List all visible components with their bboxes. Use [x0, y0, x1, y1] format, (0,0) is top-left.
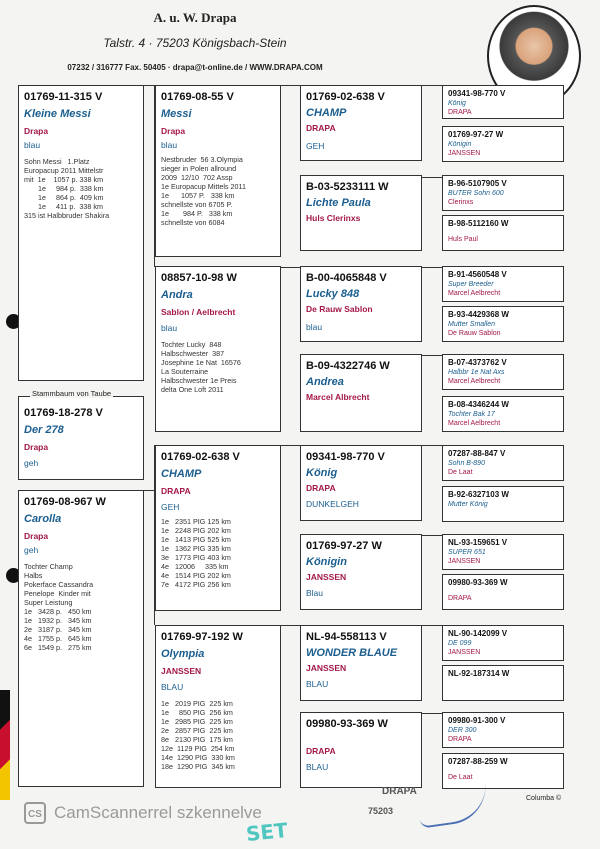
owner: JANSSEN	[306, 663, 347, 673]
owner: Huls Clerinxs	[306, 213, 361, 223]
owner: Clerinxs	[448, 199, 474, 206]
pigeon-name: Kleine Messi	[24, 108, 91, 120]
ancestor-card	[442, 445, 564, 481]
owner: JANSSEN	[448, 150, 481, 157]
great-grandparent-card	[300, 625, 422, 701]
color: BLAU	[161, 682, 184, 692]
camscanner-logo-icon: CS	[24, 802, 46, 824]
performance: Tochter Lucky 848 Halbschwester 387 Josephine 1e Nat 16576 La Souterraine Halbschwester 1e Preis delta One Loft 2011	[161, 340, 241, 394]
ring-number: NL-90-142099 V	[448, 629, 508, 638]
great-grandparent-card	[300, 712, 422, 788]
grandparent-card	[155, 85, 281, 257]
pigeon-name: DE 099	[448, 640, 472, 647]
grandparent-card	[155, 266, 281, 432]
breeder-name: A. u. W. Drapa	[153, 10, 237, 25]
ancestor-card	[442, 306, 564, 342]
color: geh	[24, 458, 39, 468]
ancestor-card	[442, 712, 564, 748]
owner: Marcel Aelbrecht	[448, 378, 501, 385]
performance: Tochter Champ Halbs Pokerface Cassandra Penelope Kinder mit Super Leistung 1e 3428 p. 450 km 1e 1932 p. 345 km 2e 3187 p. 345 km 4e 1755 p. 645 km 6e 1549 p. 275 km	[24, 562, 94, 652]
sire-card	[18, 85, 144, 381]
pigeon-name: Carolla	[24, 513, 62, 525]
color: DUNKELGEH	[306, 499, 359, 509]
owner: JANSSEN	[448, 558, 481, 565]
great-grandparent-card	[300, 445, 422, 521]
owner: De Laat	[448, 774, 473, 781]
grandparent-card	[155, 445, 281, 611]
pigeon-name: DER 300	[448, 727, 477, 734]
pigeon-name: BUTER Sohn 600	[448, 190, 504, 197]
ring-number: B-00-4065848 V	[306, 272, 387, 284]
stamp-text: DRAPA	[382, 786, 417, 797]
ring-number: 01769-97-27 W	[448, 130, 504, 139]
owner: Drapa	[24, 531, 49, 541]
pigeon-name: Tochter Bak 17	[448, 411, 495, 418]
signature	[416, 781, 491, 828]
color: GEH	[161, 502, 180, 512]
ring-number: NL-94-558113 V	[306, 631, 387, 643]
owner: De Rauw Sablon	[306, 304, 373, 314]
scanner-watermark: CamScannerrel szkennelve	[54, 803, 262, 822]
ancestor-card	[442, 396, 564, 432]
owner: Sablon / Aelbrecht	[161, 307, 236, 317]
ancestor-card	[442, 486, 564, 522]
pigeon-name: CHAMP	[161, 468, 202, 480]
owner: De Rauw Sablon	[448, 330, 501, 337]
ring-number: 09341-98-770 V	[448, 89, 506, 98]
ring-number: B-08-4346244 W	[448, 400, 509, 409]
ring-number: B-91-4560548 V	[448, 270, 507, 279]
performance: 1e 2019 PIG 225 km 1e 850 PIG 256 km 1e 2985 PIG 225 km 2e 2857 PIG 225 km 8e 2130 PIG 175 km 12e 1129 PIG 254 km 14e 1290 PIG 330 km 18e 1290 PIG 345 km	[161, 699, 235, 771]
ring-number: B-93-4429368 W	[448, 310, 509, 319]
pigeon-name: Mutter König	[448, 501, 488, 508]
pigeon-name: Königin	[448, 141, 472, 148]
performance: Nestbruder 56 3.Olympia sieger in Polen allround 2009 12/10 702 Assp 1e Europacup Mittels 2011 1e 1057 P. 338 km schnellste von 6705 P. 1e 984 P. 338 km schnellste von 6084	[161, 155, 246, 227]
pigeon-name: SUPER 651	[448, 549, 486, 556]
pigeon-name: Andra	[161, 289, 193, 301]
ring-number: 01769-97-192 W	[161, 631, 243, 643]
ancestor-card	[442, 175, 564, 211]
color: blau	[161, 140, 178, 150]
ring-number: B-03-5233111 W	[306, 181, 389, 193]
color: blau	[161, 323, 178, 333]
ring-number: 01769-11-315 V	[24, 91, 103, 103]
pigeon-name: Sohn B-890	[448, 460, 485, 467]
owner: De Laat	[448, 469, 473, 476]
ring-number: 09341-98-770 V	[306, 451, 385, 463]
ring-number: 01769-08-55 V	[161, 91, 234, 103]
great-grandparent-card	[300, 354, 422, 432]
performance: 1e 2351 PIG 125 km 1e 2248 PIG 202 km 1e 1413 PIG 525 km 1e 1362 PIG 335 km 3e 1773 PIG 403 km 4e 12006 335 km 4e 1514 PIG 202 km 7e 4172 PIG 256 km	[161, 517, 231, 589]
ancestor-card	[442, 215, 564, 251]
color: geh	[24, 545, 39, 555]
ring-number: B-92-6327103 W	[448, 490, 509, 499]
ring-number: 09980-91-300 V	[448, 716, 506, 725]
pigeon-name: Andrea	[306, 376, 344, 388]
ring-number: 08857-10-98 W	[161, 272, 237, 284]
ring-number: B-07-4373762 V	[448, 358, 507, 367]
stamp-text: 75203	[368, 806, 394, 816]
owner: DRAPA	[306, 123, 336, 133]
owner: DRAPA	[306, 483, 336, 493]
ring-number: 01769-02-638 V	[161, 451, 240, 463]
ring-number: NL-93-159651 V	[448, 538, 508, 547]
pigeon-name: Mutter Smallen	[448, 321, 496, 328]
pigeon-name: Super Breeder	[448, 281, 494, 288]
ring-number: 07287-88-259 W	[448, 757, 508, 766]
ring-number: B-96-5107905 V	[448, 179, 507, 188]
pigeon-name: Olympia	[161, 648, 205, 660]
pigeon-name: König	[448, 100, 466, 107]
owner: JANSSEN	[161, 666, 202, 676]
owner: Marcel Aelbrecht	[448, 290, 501, 297]
ring-number: 07287-88-847 V	[448, 449, 506, 458]
subject-card	[18, 396, 144, 480]
owner: JANSSEN	[448, 649, 481, 656]
pedigree-title: Stammbaum von Taube	[32, 389, 112, 398]
ring-number: B-98-5112160 W	[448, 219, 509, 228]
pigeon-name: CHAMP	[306, 107, 347, 119]
ancestor-card	[442, 126, 564, 162]
owner: Marcel Aelbrecht	[448, 420, 501, 427]
copyright: Columba ©	[526, 795, 562, 802]
pigeon-name: Königin	[306, 556, 347, 568]
ancestor-card	[442, 266, 564, 302]
ancestor-card	[442, 625, 564, 661]
owner: DRAPA	[448, 736, 472, 743]
breeder-contact: 07232 / 316777 Fax. 50405 · drapa@t-online.de / WWW.DRAPA.COM	[67, 63, 323, 72]
pigeon-name: König	[306, 467, 338, 479]
ring-number: 01769-18-278 V	[24, 407, 103, 419]
ring-number: 09980-93-369 W	[306, 718, 388, 730]
ancestor-card	[442, 665, 564, 701]
owner: DRAPA	[306, 746, 336, 756]
owner: Marcel Albrecht	[306, 392, 370, 402]
ring-number: 01769-02-638 V	[306, 91, 385, 103]
ancestor-card	[442, 753, 564, 789]
color: blau	[306, 322, 323, 332]
owner: Drapa	[24, 442, 49, 452]
owner: Drapa	[161, 126, 186, 136]
great-grandparent-card	[300, 85, 422, 161]
owner: DRAPA	[161, 486, 191, 496]
ring-number: NL-92-187314 W	[448, 669, 510, 678]
owner: JANSSEN	[306, 572, 347, 582]
owner: Drapa	[24, 126, 49, 136]
ring-number: B-09-4322746 W	[306, 360, 390, 372]
color: GEH	[306, 141, 325, 151]
ring-number: 09980-93-369 W	[448, 578, 508, 587]
handwritten-note: SET	[244, 817, 289, 847]
color: BLAU	[306, 762, 329, 772]
ancestor-card	[442, 354, 564, 390]
ring-number: 01769-08-967 W	[24, 496, 106, 508]
pigeon-name: Messi	[161, 108, 192, 120]
pigeon-name: WONDER BLAUE	[306, 647, 398, 659]
pigeon-name: Lichte Paula	[306, 197, 371, 209]
owner: DRAPA	[448, 109, 472, 116]
ancestor-card	[442, 574, 564, 610]
owner: Huls Paul	[448, 236, 478, 243]
color: BLAU	[306, 679, 329, 689]
pigeon-name: Halbbr 1e Nat Axs	[448, 369, 505, 376]
color: blau	[24, 140, 41, 150]
breeder-address: Talstr. 4 · 75203 Königsbach-Stein	[103, 36, 287, 50]
great-grandparent-card	[300, 534, 422, 610]
performance: Sohn Messi 1.Platz Europacup 2011 Mittelstr mit 1e 1057 p. 338 km 1e 984 p. 338 km 1e 864 p. 409 km 1e 411 p. 338 km 315 ist Halbbruder Shakira	[24, 157, 110, 220]
pigeon-name: Der 278	[24, 424, 64, 436]
ancestor-card	[442, 534, 564, 570]
ring-number: 01769-97-27 W	[306, 540, 382, 552]
owner: DRAPA	[448, 595, 472, 602]
color: Blau	[306, 588, 324, 598]
pigeon-name: Lucky 848	[306, 288, 360, 300]
great-grandparent-card	[300, 266, 422, 342]
grandparent-card	[155, 625, 281, 788]
ancestor-card	[442, 85, 564, 119]
dam-card	[18, 490, 144, 787]
great-grandparent-card	[300, 175, 422, 251]
flag-stripes	[0, 690, 10, 800]
